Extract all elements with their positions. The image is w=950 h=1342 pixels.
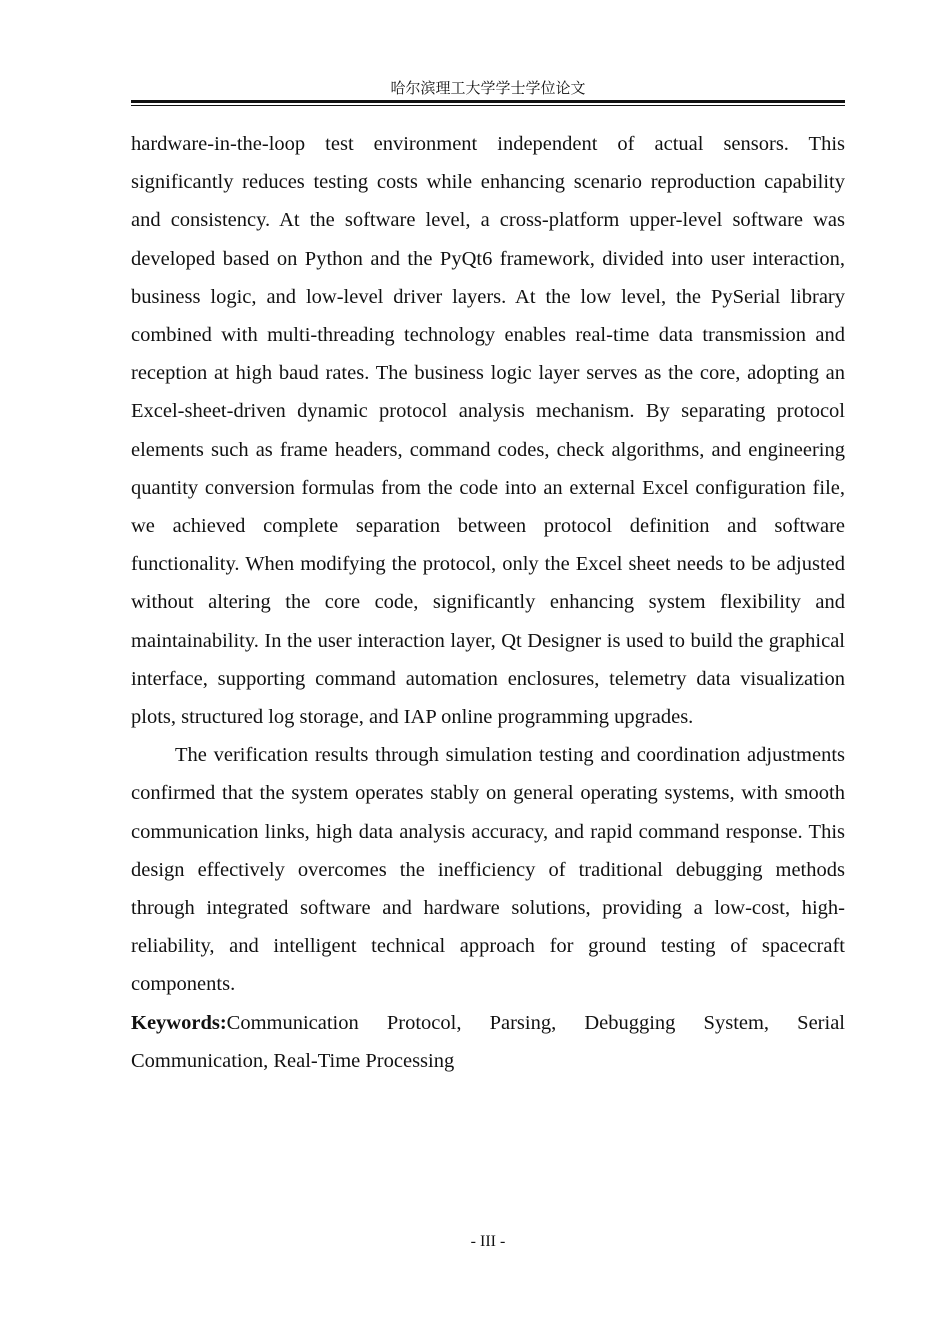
- keywords-text: Communication Protocol, Parsing, Debugging System, Serial Communication, Real-Time Processing: [131, 1011, 845, 1072]
- page-number: - III -: [470, 1233, 506, 1250]
- abstract-paragraph-1: hardware-in-the-loop test environment independent of actual sensors. This significantly reduces testing costs while enhancing scenario reproduction capability and consistency. At the software level, a cross-platform upper-level software was developed based on Python and the PyQt6 framework, divided into user interaction, business logic, and low-level driver layers. At the low level, the PySerial library combined with multi-threading technology enables real-time data transmission and reception at high baud rates. The business logic layer serves as the core, adopting an Excel-sheet-driven dynamic protocol analysis mechanism. By separating protocol elements such as frame headers, command codes, check algorithms, and engineering quantity conversion formulas from the code into an external Excel configuration file, we achieved complete separation between protocol definition and software functionality. When modifying the protocol, only the Excel sheet needs to be adjusted without altering the core code, significantly enhancing system flexibility and maintainability. In the user interaction layer, Qt Designer is used to build the graphical interface, supporting command automation enclosures, telemetry data visualization plots, structured log storage, and IAP online programming upgrades.: [131, 133, 845, 729]
- header-rule-thin: [131, 105, 845, 106]
- keywords-label: Keywords:: [131, 1011, 227, 1034]
- keywords-line: [131, 1004, 845, 1080]
- running-header: 哈尔滨理工大学学士学位论文: [390, 79, 586, 97]
- abstract-paragraph-2: The verification results through simulation testing and coordination adjustments confirmed that the system operates stably on general operating systems, with smooth communication links, high data analysis accuracy, and rapid command response. This design effectively overcomes the inefficiency of traditional debugging methods through integrated software and hardware solutions, providing a low-cost, high-reliability, and intelligent technical approach for ground testing of spacecraft components.: [131, 744, 845, 996]
- header-rule-thick: [131, 100, 845, 103]
- abstract-body: [131, 125, 845, 1080]
